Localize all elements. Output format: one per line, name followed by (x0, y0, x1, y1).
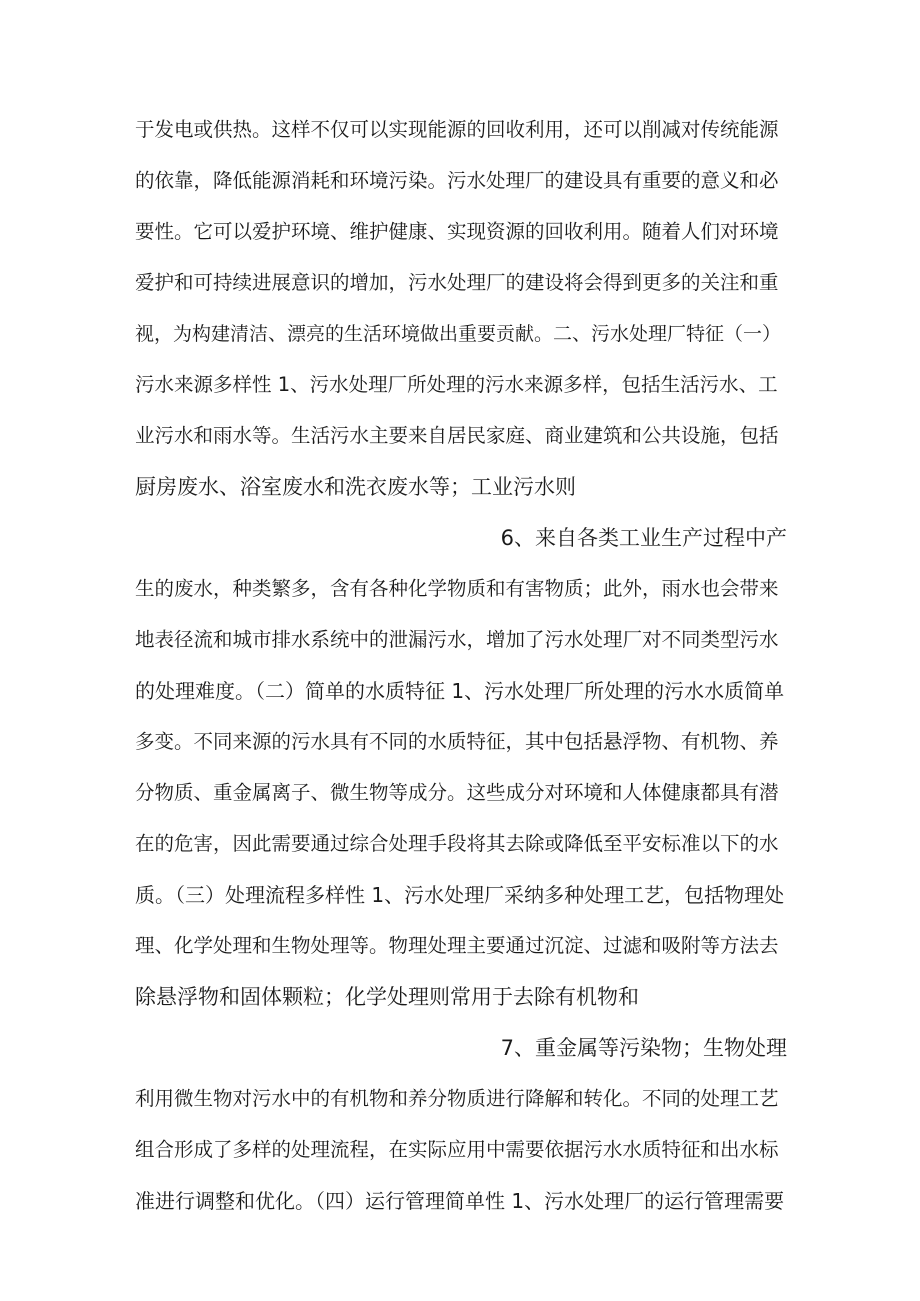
text-line: 理、化学处理和生物处理等。物理处理主要通过沉淀、过滤和吸附等方法去 (135, 934, 779, 957)
text-line: 利用微生物对污水中的有机物和养分物质进行降解和转化。不同的处理工艺 (135, 1087, 779, 1110)
text-line: 爱护和可持续进展意识的增加，污水处理厂的建设将会得到更多的关注和重 (135, 271, 779, 294)
text-line: 分物质、重金属离子、微生物等成分。这些成分对环境和人体健康都具有潜 (135, 781, 779, 804)
text-line: 地表径流和城市排水系统中的泄漏污水，增加了污水处理厂对不同类型污水 (135, 628, 779, 651)
page-break-line-7: 7、重金属等污染物；生物处理 (500, 1036, 787, 1060)
text-line: 生的废水，种类繁多，含有各种化学物质和有害物质；此外，雨水也会带来 (135, 577, 779, 600)
text-line: 厨房废水、浴室废水和洗衣废水等；工业污水则 (135, 475, 576, 499)
text-line: 于发电或供热。这样不仅可以实现能源的回收利用，还可以削减对传统能源 (135, 118, 779, 141)
text-line: 污水来源多样性 1、污水处理厂所处理的污水来源多样，包括生活污水、工 (135, 373, 778, 396)
text-line: 视，为构建清洁、漂亮的生活环境做出重要贡献。二、污水处理厂特征（一） (135, 323, 782, 345)
text-line: 准进行调整和优化。（四）运行管理简单性 1、污水处理厂的运行管理需要 (135, 1189, 785, 1213)
text-line: 在的危害，因此需要通过综合处理手段将其去除或降低至平安标准以下的水 (135, 832, 779, 855)
text-line: 业污水和雨水等。生活污水主要来自居民家庭、商业建筑和公共设施，包括 (135, 424, 779, 447)
text-line: 的处理难度。（二）简单的水质特征 1、污水处理厂所处理的污水水质简单 (135, 679, 785, 703)
text-line: 要性。它可以爱护环境、维护健康、实现资源的回收利用。随着人们对环境 (135, 220, 779, 243)
text-line: 组合形成了多样的处理流程，在实际应用中需要依据污水水质特征和出水标 (135, 1138, 779, 1161)
text-line: 的依靠，降低能源消耗和环境污染。污水处理厂的建设具有重要的意义和必 (135, 169, 779, 192)
text-line: 除悬浮物和固体颗粒；化学处理则常用于去除有机物和 (135, 985, 639, 1009)
text-line: 质。（三）处理流程多样性 1、污水处理厂采纳多种处理工艺，包括物理处 (135, 883, 785, 907)
page-break-line-6: 6、来自各类工业生产过程中产 (500, 526, 787, 550)
text-line: 多变。不同来源的污水具有不同的水质特征，其中包括悬浮物、有机物、养 (135, 730, 779, 753)
